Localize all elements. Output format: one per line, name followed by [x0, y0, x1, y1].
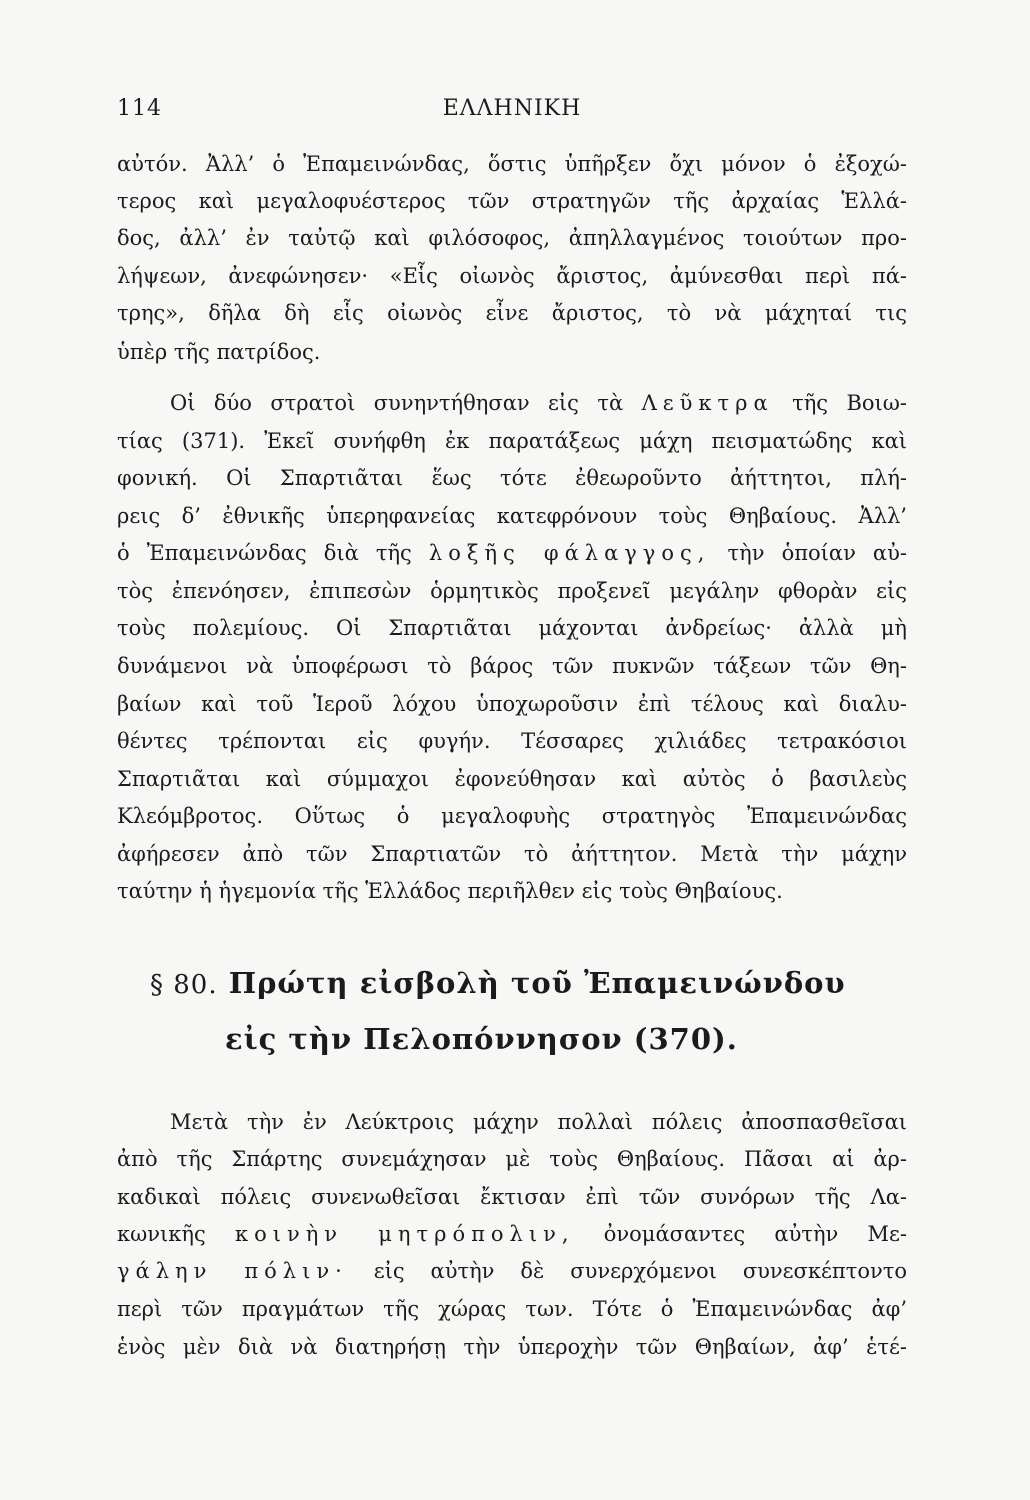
section-title-line1: Πρώτη εἰσβολὴ τοῦ Ἐπαμεινώνδου: [228, 966, 846, 1000]
text-run: τὴν ὁποίαν αὐ-: [727, 541, 907, 565]
running-title: ΕΛΛΗΝΙΚΗ: [442, 96, 582, 121]
text-line: τίας (371). Ἐκεῖ συνήφθη ἐκ παρατάξεως μάχη πεισματώδης καὶ: [117, 429, 907, 453]
text-line: Μετὰ τὴν ἐν Λεύκτροις μάχην πολλαὶ πόλεις ἀποσπασθεῖσαι: [170, 1110, 907, 1134]
text-run: κωνικῆς: [117, 1222, 206, 1246]
section-heading-continued: εἰς τὴν Πελοπόννησον (370).: [225, 1022, 738, 1056]
text-line: λήψεων, ἀνεφώνησεν· «Εἷς οἰωνὸς ἄριστος, ἀμύνεσθαι περὶ πά-: [117, 264, 907, 288]
text-line: φονική. Οἱ Σπαρτιᾶται ἕως τότε ἐθεωροῦντο ἀήττητοι, πλή-: [117, 466, 907, 490]
text-line: ρεις δ’ ἐθνικῆς ὑπερηφανείας κατεφρόνουν τοὺς Θηβαίους. Ἀλλ’: [117, 504, 907, 528]
text-line: τοὺς πολεμίους. Οἱ Σπαρτιᾶται μάχονται ἀνδρείως· ἀλλὰ μὴ: [117, 616, 907, 640]
text-line: Σπαρτιᾶται καὶ σύμμαχοι ἐφονεύθησαν καὶ αὐτὸς ὁ βασιλεὺς: [117, 767, 907, 791]
text-line: τρης», δῆλα δὴ εἷς οἰωνὸς εἶνε ἄριστος, τὸ νὰ μάχηταί τις: [117, 301, 907, 325]
text-line: θέντες τρέπονται εἰς φυγήν. Τέσσαρες χιλιάδες τετρακόσιοι: [117, 729, 907, 753]
page-number: 114: [117, 96, 162, 121]
text-run: ὀνομάσαντες αὐτὴν Με-: [603, 1222, 907, 1246]
emphasized-text: Λεῦκτρα: [641, 391, 774, 415]
section-heading: [150, 966, 846, 1000]
text-line: ἀπὸ τῆς Σπάρτης συνεμάχησαν μὲ τοὺς Θηβαίους. Πᾶσαι αἱ ἀρ-: [117, 1147, 907, 1171]
text-line: [117, 1218, 907, 1250]
page-header: [117, 90, 907, 126]
text-line: τερος καὶ μεγαλοφυέστερος τῶν στρατηγῶν τῆς ἀρχαίας Ἑλλά-: [117, 189, 907, 213]
text-line: δυνάμενοι νὰ ὑποφέρωσι τὸ βάρος τῶν πυκνῶν τάξεων τῶν Θη-: [117, 654, 907, 678]
emphasized-text: κοινὴν μητρόπολιν,: [234, 1222, 575, 1246]
text-line: βαίων καὶ τοῦ Ἱεροῦ λόχου ὑποχωροῦσιν ἐπὶ τέλους καὶ διαλυ-: [117, 692, 907, 716]
text-run: Οἱ δύο στρατοὶ συνηντήθησαν εἰς τὰ: [170, 391, 624, 415]
text-line: ἑνὸς μὲν διὰ νὰ διατηρήσῃ τὴν ὑπεροχὴν τῶν Θηβαίων, ἀφ’ ἑτέ-: [117, 1335, 907, 1359]
text-run: τῆς Βοιω-: [792, 391, 907, 415]
text-line: [170, 387, 907, 419]
text-line: αὐτόν. Ἀλλ’ ὁ Ἐπαμεινώνδας, ὅστις ὑπῆρξεν ὄχι μόνον ὁ ἐξοχώ-: [117, 152, 907, 176]
section-number: § 80.: [150, 970, 218, 1000]
text-line: ὑπὲρ τῆς πατρίδος.: [117, 340, 321, 364]
text-line: καδικαὶ πόλεις συνενωθεῖσαι ἔκτισαν ἐπὶ τῶν συνόρων τῆς Λα-: [117, 1185, 907, 1209]
text-line: ταύτην ἡ ἡγεμονία τῆς Ἑλλάδος περιῆλθεν εἰς τοὺς Θηβαίους.: [117, 879, 783, 903]
text-run: ὁ Ἐπαμεινώνδας διὰ τῆς: [117, 541, 412, 565]
text-line: τὸς ἐπενόησεν, ἐπιπεσὼν ὁρμητικὸς προξενεῖ μεγάλην φθορὰν εἰς: [117, 579, 907, 603]
emphasized-text: λοξῆς φάλαγγος,: [428, 541, 711, 565]
emphasized-text: γάλην πόλιν·: [117, 1259, 348, 1283]
text-line: ἀφήρεσεν ἀπὸ τῶν Σπαρτιατῶν τὸ ἀήττητον. Μετὰ τὴν μάχην: [117, 842, 907, 866]
text-line: Κλεόμβροτος. Οὕτως ὁ μεγαλοφυὴς στρατηγὸς Ἐπαμεινώνδας: [117, 804, 907, 828]
text-line: [117, 537, 907, 569]
text-line: περὶ τῶν πραγμάτων τῆς χώρας των. Τότε ὁ Ἐπαμεινώνδας ἀφ’: [117, 1297, 907, 1321]
text-run: εἰς αὐτὴν δὲ συνερχόμενοι συνεσκέπτοντο: [373, 1259, 907, 1283]
text-line: [117, 1255, 907, 1287]
text-line: δος, ἀλλ’ ἐν ταὐτῷ καὶ φιλόσοφος, ἀπηλλαγμένος τοιούτων προ-: [117, 226, 907, 250]
